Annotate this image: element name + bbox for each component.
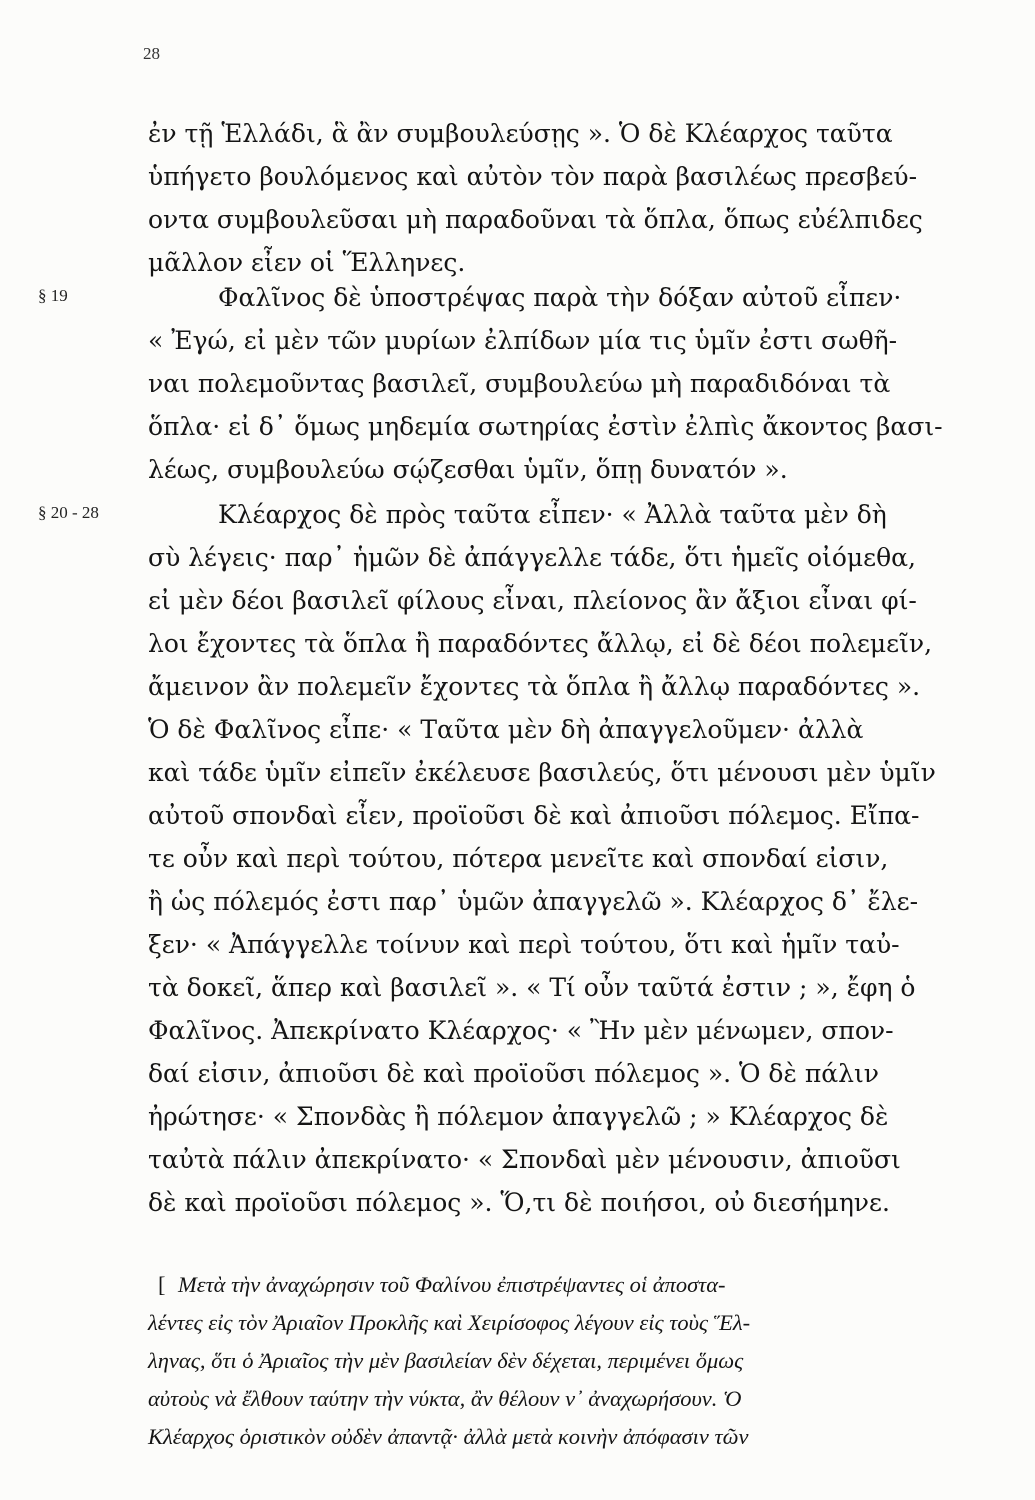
text-line: δαί εἰσιν, ἀπιοῦσι δὲ καὶ προϊοῦσι πόλεμος ». Ὁ δὲ πάλιν bbox=[148, 1059, 880, 1088]
text-line: οντα συμβουλεῦσαι μὴ παραδοῦναι τὰ ὅπλα, ὅπως εὐέλπιδες bbox=[148, 205, 923, 234]
footnote-line: ληνας, ὅτι ὁ Ἀριαῖος τὴν μὲν βασιλείαν δὲν δέχεται, περιμένει ὅμως bbox=[148, 1348, 744, 1373]
footnote-line: Μετὰ τὴν ἀναχώρησιν τοῦ Φαλίνου ἐπιστρέψαντες οἱ ἀποστα- bbox=[178, 1272, 726, 1297]
text-line: εἰ μὲν δέοι βασιλεῖ φίλους εἶναι, πλείονος ἂν ἄξιοι εἶναι φί- bbox=[148, 586, 917, 615]
text-line: ἠρώτησε· « Σπονδὰς ἢ πόλεμον ἀπαγγελῶ ; » Κλέαρχος δὲ bbox=[148, 1102, 889, 1131]
text-line: λοι ἔχοντες τὰ ὅπλα ἢ παραδόντες ἄλλῳ, εἰ δὲ δέοι πολεμεῖν, bbox=[148, 629, 933, 658]
text-line: δὲ καὶ προϊοῦσι πόλεμος ». Ὅ,τι δὲ ποιήσοι, οὐ διεσήμηνε. bbox=[148, 1188, 890, 1217]
text-line: Κλέαρχος δὲ πρὸς ταῦτα εἶπεν· « Ἀλλὰ ταῦτα μὲν δὴ bbox=[218, 500, 887, 529]
text-line: ἐν τῇ Ἑλλάδι, ἃ ἂν συμβουλεύσῃς ». Ὁ δὲ Κλέαρχος ταῦτα bbox=[148, 119, 893, 148]
text-line: σὺ λέγεις· παρ᾽ ἡμῶν δὲ ἀπάγγελλε τάδε, ὅτι ἡμεῖς οἰόμεθα, bbox=[148, 543, 916, 572]
text-line: « Ἐγώ, εἰ μὲν τῶν μυρίων ἐλπίδων μία τις ὑμῖν ἐστι σωθῆ- bbox=[148, 326, 898, 355]
page-number: 28 bbox=[143, 44, 160, 63]
text-line: ἄμεινον ἂν πολεμεῖν ἔχοντες τὰ ὅπλα ἢ ἄλλῳ παραδόντες ». bbox=[148, 672, 921, 701]
text-line: Φαλῖνος δὲ ὑποστρέψας παρὰ τὴν δόξαν αὐτοῦ εἶπεν· bbox=[218, 283, 902, 312]
text-line: τὰ δοκεῖ, ἅπερ καὶ βασιλεῖ ». « Τί οὖν ταῦτά ἐστιν ; », ἔφη ὁ bbox=[148, 973, 916, 1002]
text-line: Ὁ δὲ Φαλῖνος εἶπε· « Ταῦτα μὲν δὴ ἀπαγγελοῦμεν· ἀλλὰ bbox=[148, 715, 864, 744]
text-line: ὑπήγετο βουλόμενος καὶ αὐτὸν τὸν παρὰ βασιλέως πρεσβεύ- bbox=[148, 162, 918, 191]
text-line: καὶ τάδε ὑμῖν εἰπεῖν ἐκέλευσε βασιλεύς, ὅτι μένουσι μὲν ὑμῖν bbox=[148, 758, 936, 787]
text-line: ξεν· « Ἀπάγγελλε τοίνυν καὶ περὶ τούτου, ὅτι καὶ ἡμῖν ταὐ- bbox=[148, 930, 900, 959]
footnote-line: αὐτοὺς νὰ ἔλθουν ταύτην τὴν νύκτα, ἂν θέλουν ν᾽ ἀναχωρήσουν. Ὁ bbox=[148, 1386, 742, 1411]
text-line: ναι πολεμοῦντας βασιλεῖ, συμβουλεύω μὴ παραδιδόναι τὰ bbox=[148, 369, 891, 398]
text-line: ὅπλα· εἰ δ᾽ ὅμως μηδεμία σωτηρίας ἐστὶν ἐλπὶς ἄκοντος βασι- bbox=[148, 412, 943, 441]
text-line: Φαλῖνος. Ἀπεκρίνατο Κλέαρχος· « Ἢν μὲν μένωμεν, σπον- bbox=[148, 1016, 894, 1045]
section-mark-20-28: § 20 - 28 bbox=[38, 503, 99, 522]
footnote-bracket: [ bbox=[158, 1272, 166, 1297]
text-line: μᾶλλον εἶεν οἱ Ἕλληνες. bbox=[148, 248, 466, 277]
section-mark-19: § 19 bbox=[38, 286, 68, 305]
footnote-line: Κλέαρχος ὁριστικὸν οὐδὲν ἀπαντᾷ· ἀλλὰ μετὰ κοινὴν ἀπόφασιν τῶν bbox=[148, 1424, 749, 1449]
footnote-line: λέντες εἰς τὸν Ἀριαῖον Προκλῆς καὶ Χειρίσοφος λέγουν εἰς τοὺς Ἕλ- bbox=[148, 1310, 751, 1335]
text-line: λέως, συμβουλεύω σῴζεσθαι ὑμῖν, ὅπῃ δυνατόν ». bbox=[148, 455, 788, 484]
text-line: αὐτοῦ σπονδαὶ εἶεν, προϊοῦσι δὲ καὶ ἀπιοῦσι πόλεμος. Εἴπα- bbox=[148, 801, 920, 830]
text-line: ἢ ὡς πόλεμός ἐστι παρ᾽ ὑμῶν ἀπαγγελῶ ». Κλέαρχος δ᾽ ἔλε- bbox=[148, 887, 919, 916]
text-line: ταὐτὰ πάλιν ἀπεκρίνατο· « Σπονδαὶ μὲν μένουσιν, ἀπιοῦσι bbox=[148, 1145, 901, 1174]
text-line: τε οὖν καὶ περὶ τούτου, πότερα μενεῖτε καὶ σπονδαί εἰσιν, bbox=[148, 844, 889, 873]
